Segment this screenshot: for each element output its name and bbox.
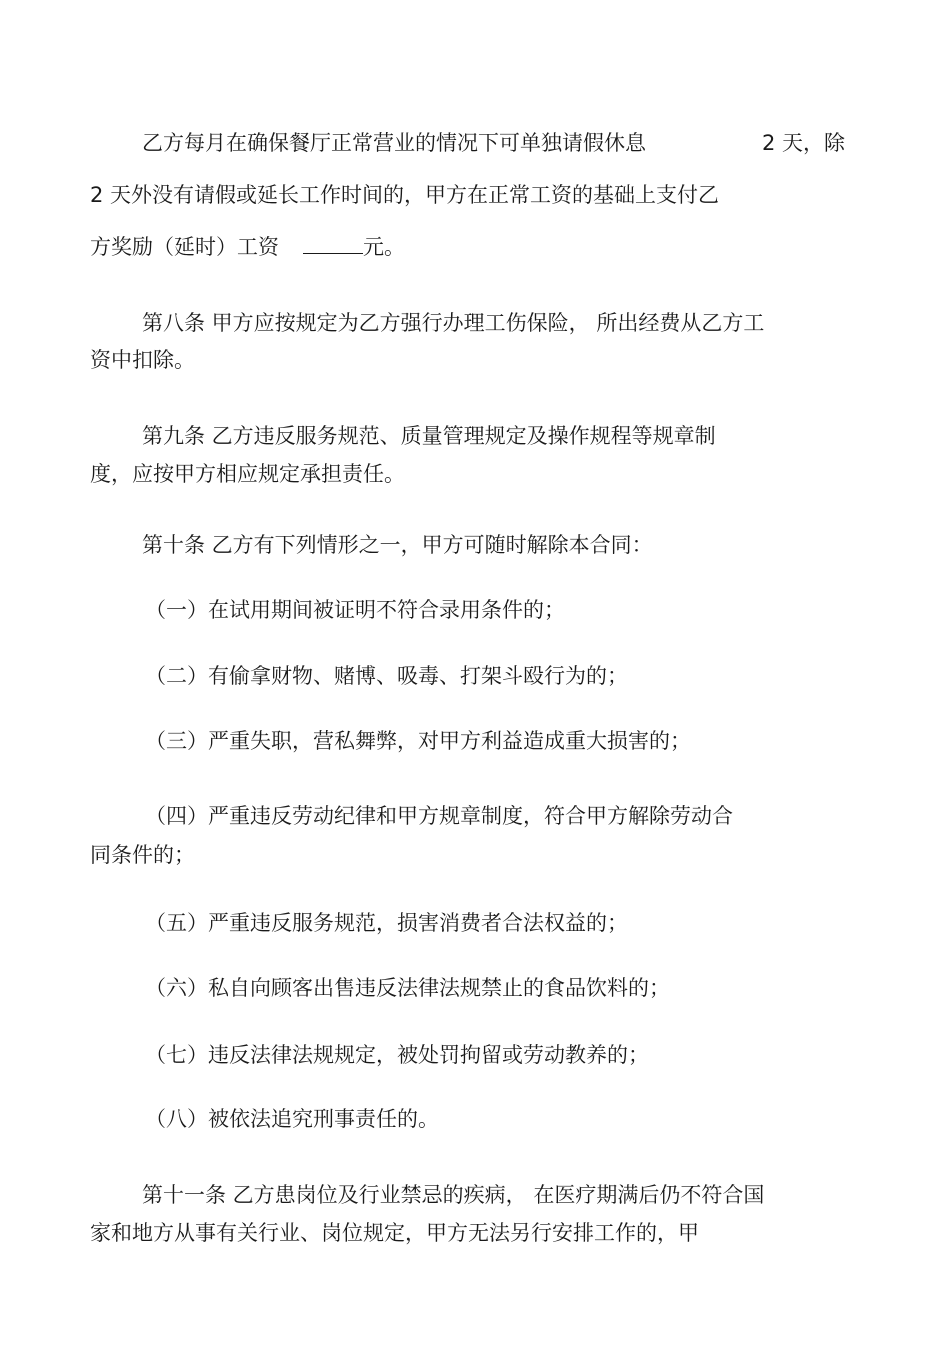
list-item: （七）违反法律法规规定，被处罚拘留或劳动教养的； (145, 1043, 649, 1067)
list-item-continuation: 同条件的； (90, 843, 195, 867)
list-item: （四）严重违反劳动纪律和甲方规章制度，符合甲方解除劳动合 (145, 804, 733, 828)
article-9-line: 度，应按甲方相应规定承担责任。 (90, 462, 405, 486)
article-9-line: 第九条 乙方违反服务规范、质量管理规定及操作规程等规章制 (142, 424, 716, 448)
paragraph-line: 2 天，除 (762, 131, 846, 155)
article-8-line: 第八条 甲方应按规定为乙方强行办理工伤保险， 所出经费从乙方工 (142, 311, 765, 335)
fill-in-blank (303, 235, 363, 254)
paragraph-line: 乙方每月在确保餐厅正常营业的情况下可单独请假休息 (142, 131, 646, 155)
list-item: （二）有偷拿财物、赌博、吸毒、打架斗殴行为的； (145, 664, 628, 688)
paragraph-line (90, 232, 405, 262)
paragraph-text: 方奖励（延时）工资 (90, 235, 279, 259)
list-item: （五）严重违反服务规范，损害消费者合法权益的； (145, 911, 628, 935)
list-item: （八）被依法追究刑事责任的。 (145, 1107, 439, 1131)
paragraph-line: 2 天外没有请假或延长工作时间的，甲方在正常工资的基础上支付乙 (90, 183, 720, 207)
article-10-heading: 第十条 乙方有下列情形之一，甲方可随时解除本合同： (142, 533, 653, 557)
article-11-line: 家和地方从事有关行业、岗位规定，甲方无法另行安排工作的，甲 (90, 1221, 699, 1245)
article-11-line: 第十一条 乙方患岗位及行业禁忌的疾病， 在医疗期满后仍不符合国 (142, 1183, 765, 1207)
list-item: （一）在试用期间被证明不符合录用条件的； (145, 598, 565, 622)
list-item: （六）私自向顾客出售违反法律法规禁止的食品饮料的； (145, 976, 670, 1000)
article-8-line: 资中扣除。 (90, 348, 195, 372)
paragraph-text: 元。 (363, 235, 405, 259)
list-item: （三）严重失职，营私舞弊，对甲方利益造成重大损害的； (145, 729, 691, 753)
